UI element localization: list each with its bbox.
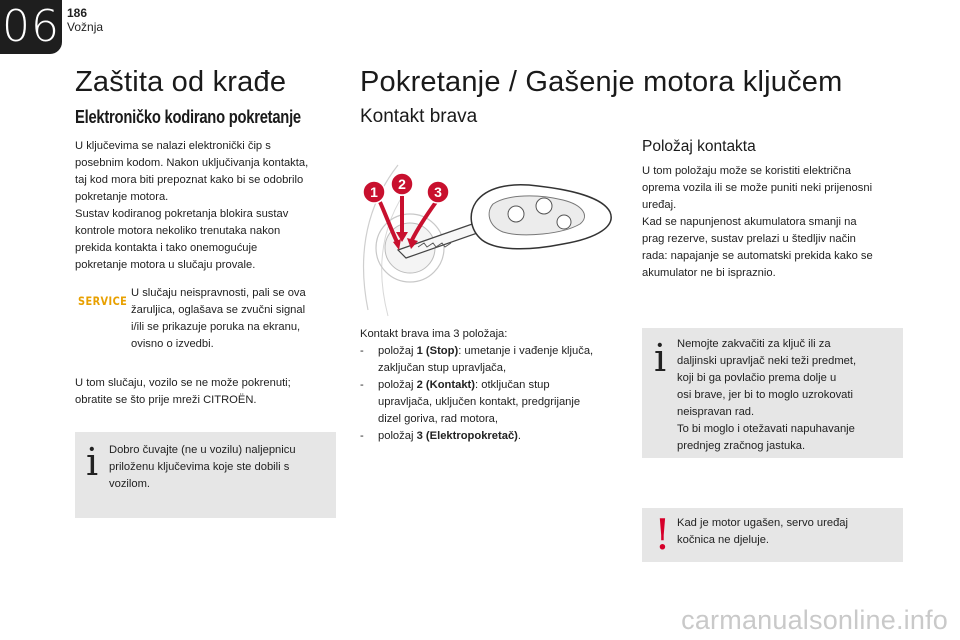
positions-list (360, 343, 630, 445)
text-line: i/ili se prikazuje poruka na ekranu, (131, 321, 301, 333)
watermark: carmanualsonline.info (681, 605, 948, 635)
chapter-number-tab: 06 (2, 1, 60, 52)
position-label: 3 (Elektropokretač) (416, 430, 518, 442)
position-desc: dizel goriva, rad motora, (378, 413, 499, 425)
text-line: Sustav kodiranog pokretanja blokira sustav (75, 208, 289, 220)
text-line: prekida kontakta i tako onemogućuje (75, 242, 258, 254)
positions-intro: Kontakt brava ima 3 položaja: (360, 328, 508, 340)
text-line: neispravan rad. (677, 406, 755, 418)
info-icon: i (86, 440, 99, 484)
left-intro (75, 138, 345, 274)
list-item (360, 343, 630, 377)
page-number: 186 (67, 6, 88, 20)
text-line: oprema vozila ili se može puniti neki prijenosni (642, 182, 873, 194)
text-line: obratite se što prije mreži CITROËN. (75, 394, 257, 406)
text-line: posebnim kodom. Nakon uključivanja kontakta, (75, 157, 309, 169)
text-line: koji bi ga povlačio prema dolje u (677, 372, 837, 384)
text-line: prag rezerve, sustav prelazi u štedljiv način (642, 233, 856, 245)
contact-position-text (642, 163, 912, 282)
text-line: priloženu ključevima koje ste dobili s (109, 461, 290, 473)
text-line: taj kod mora biti prepoznat kako bi se odobrilo (75, 174, 304, 186)
list-item (360, 377, 630, 428)
text-line: pokretanje motora u slučaju provale. (75, 259, 256, 271)
callout-1 (363, 181, 385, 203)
text-line: pokretanje motora. (75, 191, 169, 203)
text-line: akumulator ne bi ispraznio. (642, 267, 776, 279)
right-subtitle: Kontakt brava (360, 106, 478, 127)
right-info-text (677, 336, 897, 455)
text-line: Kad je motor ugašen, servo uređaj (677, 517, 849, 529)
left-title: Zaštita od krađe (75, 66, 287, 98)
text-line: U ključevima se nalazi elektronički čip s (75, 140, 271, 152)
position-desc: zaključan stup upravljača, (378, 362, 507, 374)
position-prefix: položaj (378, 345, 417, 357)
warning-text (677, 515, 897, 549)
callout-1-label: 1 (370, 184, 378, 200)
text-line: Nemojte zakvačiti za ključ ili za (677, 338, 831, 350)
position-desc: . (517, 430, 522, 442)
callout-3-label: 3 (434, 184, 442, 200)
text-line: ovisno o izvedbi. (131, 338, 214, 350)
text-line: prednjeg zračnog jastuka. (677, 440, 806, 452)
text-line: daljinski upravljač neki teži predmet, (677, 355, 857, 367)
lock-button-icon (536, 198, 552, 214)
service-text (131, 285, 341, 353)
text-line: Kad se napunjenost akumulatora smanji na (642, 216, 857, 228)
text-line: U tom položaju može se koristiti električna (642, 165, 851, 177)
info-icon: i (654, 336, 667, 380)
position-desc: : umetanje i vađenje ključa, (458, 345, 594, 357)
text-line: U tom slučaju, vozilo se ne može pokrenuti; (75, 377, 291, 389)
service-warning-icon: SERVICE (78, 294, 128, 308)
position-label: 2 (Kontakt) (416, 379, 475, 391)
contact-position-title: Položaj kontakta (642, 138, 756, 155)
position-desc: : otključan stup (475, 379, 550, 391)
position-label: 1 (Stop) (416, 345, 459, 357)
text-line: To bi moglo i otežavati napuhavanje (677, 423, 855, 435)
chapter-name: Vožnja (67, 20, 104, 34)
position-prefix: položaj (378, 430, 417, 442)
list-item (360, 428, 630, 445)
right-title: Pokretanje / Gašenje motora ključem (360, 66, 843, 98)
left-info-box (75, 432, 336, 518)
position-desc: upravljača, uključen kontakt, predgrijanje (378, 396, 581, 408)
left-subtitle: Elektroničko kodirano pokretanje (75, 107, 301, 127)
left-info-text (109, 442, 329, 493)
text-line: U slučaju neispravnosti, pali se ova (131, 287, 306, 299)
text-line: uređaj. (642, 199, 677, 211)
position-prefix: položaj (378, 379, 417, 391)
warning-icon: ! (654, 510, 671, 559)
callout-2-label: 2 (398, 176, 406, 192)
boot-button-icon (557, 215, 571, 229)
text-line: vozilom. (109, 478, 151, 490)
text-line: kontrole motora nekoliko trenutaka nakon (75, 225, 281, 237)
ignition-key-illustration (358, 140, 618, 322)
warning-box (642, 508, 903, 562)
callout-2 (391, 173, 413, 195)
text-line: osi brave, jer bi to moglo uzrokovati (677, 389, 853, 401)
text-line: Dobro čuvajte (ne u vozilu) naljepnicu (109, 444, 296, 456)
unlock-button-icon (508, 206, 524, 222)
callout-3 (427, 181, 449, 203)
text-line: rada: napajanje se automatski prekida kako se (642, 250, 873, 262)
fault-text (75, 375, 345, 409)
right-info-box (642, 328, 903, 458)
text-line: žaruljica, oglašava se zvučni signal (131, 304, 306, 316)
text-line: kočnica ne djeluje. (677, 534, 770, 546)
